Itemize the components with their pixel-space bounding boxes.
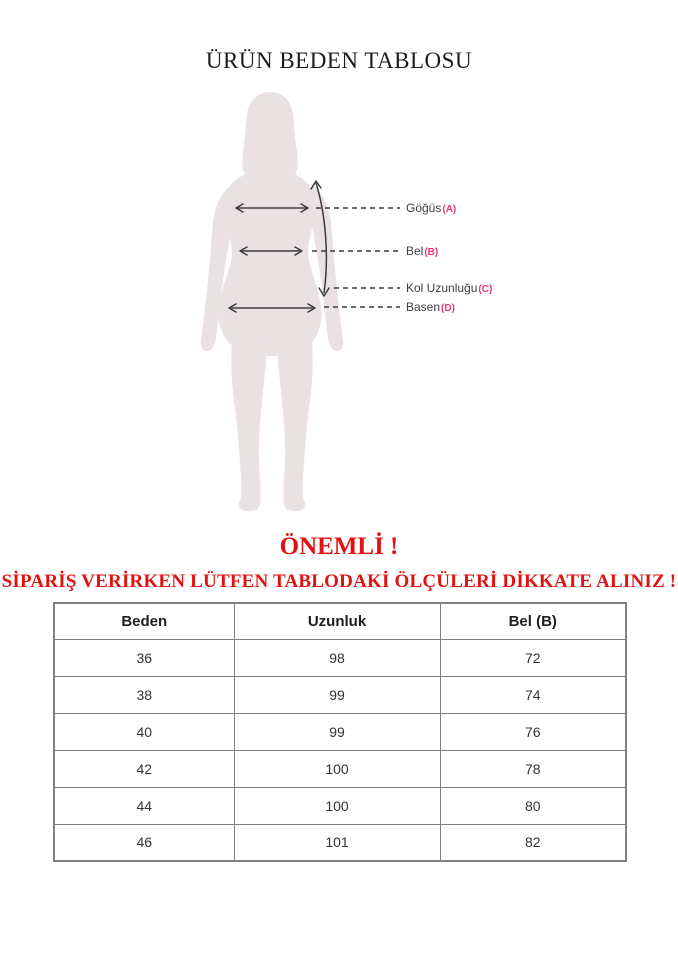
measurement-label-arm-length xyxy=(406,281,492,297)
column-header-length: Uzunluk xyxy=(234,603,440,639)
table-row xyxy=(54,824,626,861)
measurement-name: Basen xyxy=(406,300,441,314)
table-cell: 76 xyxy=(440,713,626,750)
measurement-name: Bel xyxy=(406,244,424,258)
size-table-body xyxy=(54,639,626,861)
important-heading: ÖNEMLİ ! xyxy=(279,533,399,560)
table-cell: 82 xyxy=(440,824,626,861)
table-cell: 72 xyxy=(440,639,626,676)
table-cell: 101 xyxy=(234,824,440,861)
order-warning-text: SİPARİŞ VERİRKEN LÜTFEN TABLODAKİ ÖLÇÜLERİ DİKKATE ALINIZ ! xyxy=(1,571,677,592)
table-cell: 99 xyxy=(234,713,440,750)
measurement-code: (B) xyxy=(424,247,439,258)
column-header-waist: Bel (B) xyxy=(440,603,626,639)
size-table-header-row xyxy=(54,603,626,639)
body-silhouette-diagram xyxy=(170,85,410,515)
table-cell: 36 xyxy=(54,639,234,676)
table-cell: 100 xyxy=(234,787,440,824)
table-cell: 46 xyxy=(54,824,234,861)
measurement-label-waist xyxy=(406,244,438,260)
size-table-container xyxy=(53,602,625,862)
table-cell: 80 xyxy=(440,787,626,824)
measurement-code: (D) xyxy=(441,303,455,314)
table-row xyxy=(54,750,626,787)
table-cell: 38 xyxy=(54,676,234,713)
measurement-name: Kol Uzunluğu xyxy=(406,281,478,295)
table-row xyxy=(54,639,626,676)
table-cell: 74 xyxy=(440,676,626,713)
size-table xyxy=(53,602,627,862)
table-cell: 98 xyxy=(234,639,440,676)
silhouette-left-leg xyxy=(231,330,267,511)
table-cell: 78 xyxy=(440,750,626,787)
measurement-code: (A) xyxy=(442,204,457,215)
table-row xyxy=(54,676,626,713)
measurement-label-hip xyxy=(406,300,455,316)
column-header-size: Beden xyxy=(54,603,234,639)
measurement-label-chest xyxy=(406,201,456,217)
page-title: ÜRÜN BEDEN TABLOSU xyxy=(205,48,473,73)
measurement-name: Göğüs xyxy=(406,201,442,215)
table-row xyxy=(54,713,626,750)
table-cell: 44 xyxy=(54,787,234,824)
measurement-code: (C) xyxy=(478,284,493,295)
silhouette-right-leg xyxy=(277,330,313,511)
table-row xyxy=(54,787,626,824)
silhouette-torso xyxy=(219,170,322,356)
table-cell: 99 xyxy=(234,676,440,713)
table-cell: 100 xyxy=(234,750,440,787)
table-cell: 42 xyxy=(54,750,234,787)
table-cell: 40 xyxy=(54,713,234,750)
